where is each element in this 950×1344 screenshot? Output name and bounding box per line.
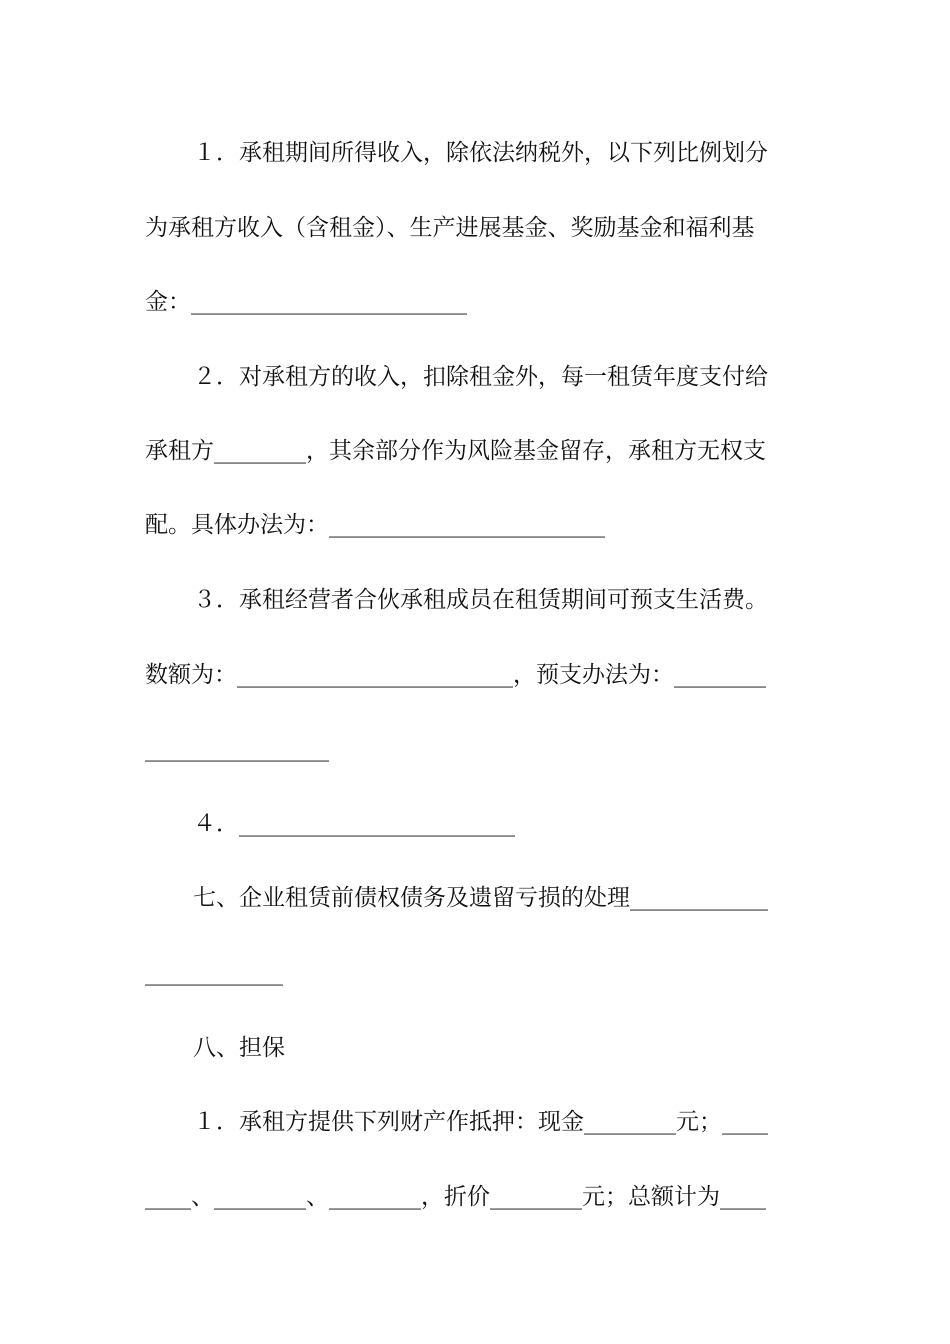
- section-7-heading: 七、企业租赁前债权债务及遗留亏损的处理____________: [193, 885, 768, 911]
- section-8-heading: 八、担保: [193, 1035, 285, 1061]
- clause-2-line-1: ２．对承租方的收入，扣除租金外，每一租赁年度支付给: [193, 364, 768, 390]
- clause-1-line-1: １．承租期间所得收入，除依法纳税外，以下列比例划分: [193, 140, 768, 166]
- clause-1-line-2: 为承租方收入（含租金）、生产进展基金、奖励基金和福利基: [145, 215, 755, 241]
- section-7-continuation: ____________: [145, 960, 283, 986]
- clause-2-line-3: 配。具体办法为：________________________: [145, 512, 605, 538]
- clause-3-line-1: ３．承租经营者合伙承租成员在租赁期间可预支生活费。: [193, 587, 768, 613]
- guarantee-clause-1-line-2: ____、________、________，折价________元；总额计为____: [145, 1184, 766, 1210]
- clause-2-line-2: 承租方________，其余部分作为风险基金留存，承租方无权支: [145, 438, 766, 464]
- clause-4-line: ４．________________________: [193, 811, 515, 837]
- clause-1-line-3: 金：________________________: [145, 289, 467, 315]
- clause-3-line-2: 数额为：________________________，预支办法为：________: [145, 662, 766, 688]
- guarantee-clause-1-line-1: １．承租方提供下列财产作抵押：现金________元；____: [193, 1109, 768, 1135]
- clause-3-line-3: ________________: [145, 736, 329, 762]
